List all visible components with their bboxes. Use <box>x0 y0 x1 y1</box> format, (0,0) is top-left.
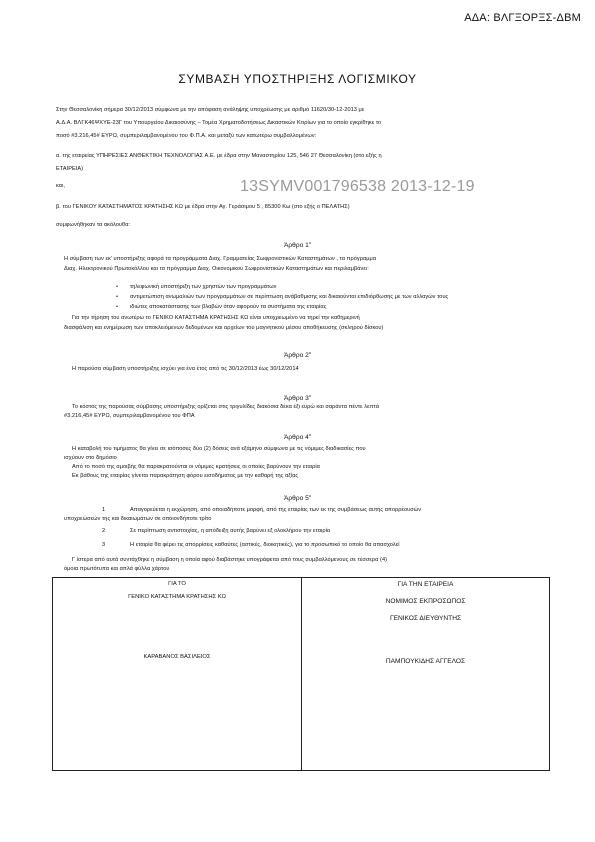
article-5-item-1-number: 1 <box>102 507 106 513</box>
article-2-para-1: Η παρούσα σύμβαση υποστήριξης ισχύει για ένα έτος από τις 30/12/2013 έως 30/12/2014 <box>72 366 299 372</box>
bullet-item-2: αντιμετώπιση ανωμαλιών των προγραμμάτων σε περίπτωση ανάβαθμισης και δικαιούνται επιδιόρθωσης με των αλλαγών τους <box>130 294 449 300</box>
article-5-item-3-number: 3 <box>102 542 106 548</box>
signature-divider <box>301 578 302 770</box>
article-5-item-1-line-2: υποχρεώσεών της και δικαιωμάτων σε οποιονδήποτε τρίτο <box>64 516 212 522</box>
article-4-para-3: Από το ποσό της αμοιβής θα παρακρατούνται οι νόμιμες κρατήσεις οι οποίες βαρύνουν την εταιρία <box>72 464 320 470</box>
article-3-para-1: Το κόστος της παρούσας σύμβασης υποστήριξης ορίζεται στις τριγυλίδες διακόσια δέκα έξι ευρώ και σαράντα πέντε λεπτά <box>72 404 380 410</box>
intro-line-1: Στην Θεσσαλονίκη σήμερα 30/12/2013 σύμφωνα με την απόφαση ανάληψης υποχρέωσης με αριθμό 11620/30-12-2013 με <box>56 107 365 113</box>
ada-code: ΑΔΑ: ΒΛΓΞΟΡΞΣ-ΔΒΜ <box>464 12 581 24</box>
document-title: ΣΥΜΒΑΣΗ ΥΠΟΣΤΗΡΙΞΗΣ ΛΟΓΙΣΜΙΚΟΥ <box>178 72 417 86</box>
intro-line-2: Α.Δ.Α. ΒΛΓΚ46ΨΧΥΕ-23Γ του Υπουργείου Δικαιοσύνης – Τομέα Χρηματοδοτήσεως Δικαστικών Κτιρίων για το οποίο εγκρίθηκε το <box>56 120 382 126</box>
bullet-dot: • <box>116 304 119 310</box>
article-1-para-4: διασφάλιση και ενημέρωση των αποκλειόμενων δεδομένων και αρχείων του μαγνητικού μέσου αποθήκευσης (σκληρού δίσκου) <box>64 325 384 331</box>
left-signature-organization: ΓΕΝΙΚΟ ΚΑΤΑΣΤΗΜΑ ΚΡΑΤΗΣΗΣ ΚΩ <box>128 594 226 600</box>
closing-line-1: Γ ίστερα από αυτά συντάχθηκε η σύμβαση η οποία αφού διαβάστηκε υπογράφεται από τους συμβαλλόμενους σε τέσσερα (4) <box>72 557 388 563</box>
closing-line-2: όμοια πρωτότυπα και απλά φύλλα χάρτου <box>64 566 170 572</box>
right-signature-header: ΓΙΑ ΤΗΝ ΕΤΑΙΡΕΙΑ <box>397 581 454 588</box>
article-4-title: Άρθρο $4^o$ <box>284 432 311 442</box>
article-3-para-2: #3.216,45# ΕΥΡΩ, συμπεριλαμβανομένου του ΦΠΑ <box>64 413 195 419</box>
party-a-line-2: ΕΤΑΙΡΕΙΑ) <box>56 166 84 172</box>
article-3-title: Άρθρο $3^o$ <box>284 393 311 403</box>
article-1-para-3: Για την τήρηση του ανωτέρω το ΓΕΝΙΚΟ ΚΑΤΑΣΤΗΜΑ ΚΡΑΤΗΣΗΣ ΚΩ είναι υποχρεωμένο να τηρεί την καθημερινή <box>72 315 360 321</box>
intro-line-3: ποσό #3.216,45# ΕΥΡΩ, συμπεριλαμβανομένου του Φ.Π.Α. και μεταξύ των κατωτέρω συμβαλλομένων: <box>56 133 317 139</box>
article-4-para-4: Εκ βάθους της εταιρίας γίνεται παρακράτηση φόρου εισοδήματος με την καθαρή της αξίας <box>72 473 299 479</box>
article-5-item-2-number: 2 <box>102 528 106 534</box>
right-signatory-name: ΠΑΜΠΟΥΚΙΔΗΣ ΑΓΓΕΛΟΣ <box>385 658 466 665</box>
bullet-item-1: τηλεφωνική υποστήριξη των χρηστών των προγραμμάτων <box>130 284 277 290</box>
and-connector: και, <box>56 183 65 189</box>
party-b-line: β. του ΓΕΝΙΚΟΥ ΚΑΤΑΣΤΗΜΑΤΟΣ ΚΡΑΤΗΣΗΣ ΚΩ με έδρα στην Αγ. Γεράσιμου 5 , 85300 Κω (στο εξής ο ΠΕΛΑΤΗΣ) <box>56 204 350 210</box>
signature-table <box>52 577 550 771</box>
article-5-title: Άρθρο $5^o$ <box>284 493 311 503</box>
registration-stamp: 13SYMV001796538 2013-12-19 <box>240 178 475 195</box>
agreed-line: συμφωνήθηκαν τα ακόλουθα: <box>56 222 131 228</box>
article-1-title: Άρθρο $1^o$ <box>284 240 311 250</box>
article-4-para-1: Η καταβολή του τιμήματος θα γίνει σε ισόποσες δύο (2) δόσεις ανά εξάμηνο σύμφωνα με τις νόμιμες διαδικασίες που <box>72 446 366 452</box>
bullet-dot: • <box>116 294 119 300</box>
article-5-item-3: Η εταιρία θα φέρει τις απορρίσεις καθαύτες (αστικές, διοικητικές), για το προσωπικό το οποίο θα απασχολεί <box>130 542 400 548</box>
bullet-item-3: ιδιώτες αποκατάστασης των βλαβών όταν αφορούν τα συστήματα της εταιρίας <box>130 304 327 310</box>
left-signatory-name: ΚΑΡΑΒΑΝΟΣ ΒΑΣΙΛΕΙΟΣ <box>143 654 211 660</box>
article-5-item-2: Σε περίπτωση αντιστοιχίας, η απόδειξη αυτής βαρύνει εξ ολοκλήρου την εταιρία <box>130 528 331 534</box>
article-2-title: Άρθρο $2^o$ <box>284 350 311 360</box>
article-5-item-1-line-1: Απαγορεύεται η εκχώρηση, από οποιαδήποτε μορφή, από της εταιρίας των εκ της συμβάσεως αυτής απορρέουσών <box>130 507 422 513</box>
article-1-para-2: Διαχ. Ηλεκτρονικού Πρωτοκόλλου και τα πρόγραμμα Διαχ. Οικονομικού Σωφρονιστικών Καταστημάτων και περιλαμβάνει: <box>64 266 369 272</box>
article-4-para-2: ισχύουν στο δημόσιο <box>64 455 117 461</box>
bullet-dot: • <box>116 284 119 290</box>
right-signatory-role-2: ΓΕΝΙΚΟΣ ΔΙΕΥΘΥΝΤΗΣ <box>389 615 462 622</box>
left-signature-header: ΓΙΑ ΤΟ <box>168 581 186 587</box>
article-1-para-1: Η σύμβαση των εκ' υποστήριξης αφορά τα προγράμματα Διαχ. Γραμματείας Σωφρονιστικών Καταστημάτων , τα πρόγραμμα <box>64 256 377 262</box>
party-a-line-1: α. της εταιρείας ΥΠΗΡΕΣΙΕΣ ΑΝΘΕΚΤΙΚΗ ΤΕΧΝΟΛΟΓΙΑΣ Α.Ε. με έδρα στην Μαναστηρίου 125, 546 27 Θεσσαλονίκη (στο εξής η <box>56 153 382 159</box>
right-signatory-role-1: ΝΟΜΙΜΟΣ ΕΚΠΡΟΣΩΠΟΣ <box>385 598 466 605</box>
